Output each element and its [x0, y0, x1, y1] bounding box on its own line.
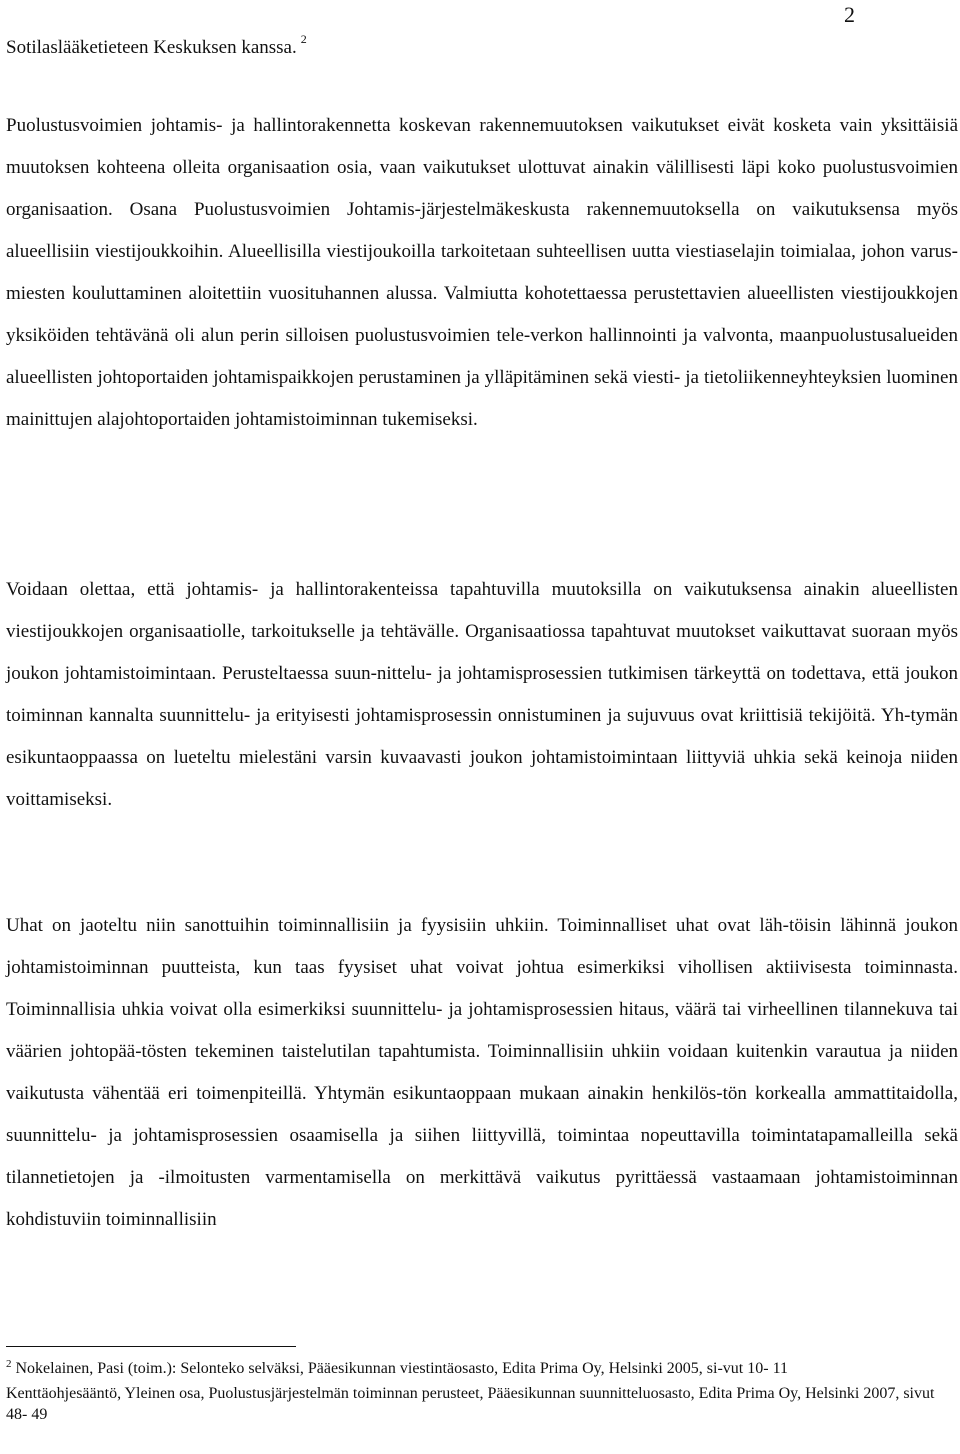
footnote-continuation: Kenttäohjesääntö, Yleinen osa, Puolustusjärjestelmän toiminnan perusteet, Pääesikunnan suunnitteluosasto, Edita Prima Oy, Helsinki 2007, sivut 48- 49 — [6, 1385, 935, 1423]
paragraph-1: Puolustusvoimien johtamis- ja hallintorakennetta koskevan rakennemuutoksen vaikutukset eivät kosketa vain yksittäisiä muutoksen kohteena olleita organisaation osia, vaan vaikutukset ulottuvat ainakin välillisesti läpi koko puolustusvoimien organisaation. Osana Puolustusvoimien Johtamis-järjestelmäkeskusta rakennemuutoksella on vaikutuksensa myös alueellisiin viestijoukkoihin. Alueellisilla viestijoukoilla tarkoitetaan suhteellisen uutta viestiaselajin toimialaa, johon varus-miesten kouluttaminen aloitettiin vuosituhannen alussa. Valmiutta kohotettaessa perustettavien alueellisten viestijoukkojen yksiköiden tehtävänä oli alun perin silloisen puolustusvoimien tele-verkon hallinnointi ja valvonta, maanpuolustusalueiden alueellisten johtoportaiden johtamispaikkojen perustaminen ja ylläpitäminen sekä viesti- ja tietoliikenneyhteyksien luominen mainittujen alajohtoportaiden johtamistoiminnan tukemiseksi. — [6, 115, 958, 430]
page-number: 2 — [844, 2, 855, 27]
footnote-text: Nokelainen, Pasi (toim.): Selonteko selväksi, Pääesikunnan viestintäosasto, Edita Prima Oy, Helsinki 2005, si-vut 10- 11 — [15, 1360, 788, 1377]
footnote-reference: 2 — [300, 32, 307, 46]
paragraph-3: Uhat on jaoteltu niin sanottuihin toiminnallisiin ja fyysisiin uhkiin. Toiminnalliset uhat ovat läh-töisin lähinnä joukon johtamistoiminnan puutteista, kun taas fyysiset uhat voivat johtua esimerkiksi vihollisen aktiivisesta toiminnasta. Toiminnallisia uhkia voivat olla esimerkiksi suunnittelu- ja johtamisprosessien hitaus, väärä tai virheellinen tilannekuva tai väärien johtopää-tösten tekeminen taistelutilan tapahtumista. Toiminnallisiin uhkiin voidaan kuitenkin varautua ja niiden vaikutusta vähentää eri toimenpiteillä. Yhtymän esikuntaoppaan mukaan ainakin henkilös-tön korkealla ammattitaidolla, suunnittelu- ja johtamisprosessien osaamisella ja siihen liittyvillä, toimintaa nopeuttavilla toimintatapamalleilla sekä tilannetietojen ja -ilmoitusten varmentamisella on merkittävä vaikutus pyrittäessä vastaamaan johtamistoiminnan kohdistuviin toiminnallisiin — [6, 915, 958, 1230]
carryover-line — [6, 26, 307, 61]
footnote-separator — [6, 1346, 296, 1347]
carryover-text: Sotilaslääketieteen Keskuksen kanssa. — [6, 37, 297, 58]
footnote-marker: 2 — [6, 1358, 12, 1370]
footnote-2 — [6, 1354, 941, 1379]
footnotes — [6, 1354, 941, 1425]
paragraph-2: Voidaan olettaa, että johtamis- ja hallintorakenteissa tapahtuvilla muutoksilla on vaikutuksensa ainakin alueellisten viestijoukkojen organisaatiolle, tarkoitukselle ja tehtävälle. Organisaatiossa tapahtuvat muutokset vaikuttavat suoraan myös joukon johtamistoimintaan. Perusteltaessa suun-nittelu- ja johtamisprosessien tutkimisen tärkeyttä on todettava, että joukon toiminnan kannalta suunnittelu- ja erityisesti johtamisprosessin onnistuminen ja sujuvuus ovat kriittisiä tekijöitä. Yh-tymän esikuntaoppaassa on lueteltu mielestäni varsin kuvaavasti joukon johtamistoimintaan liittyviä uhkia sekä keinoja niiden voittamiseksi. — [6, 579, 958, 810]
